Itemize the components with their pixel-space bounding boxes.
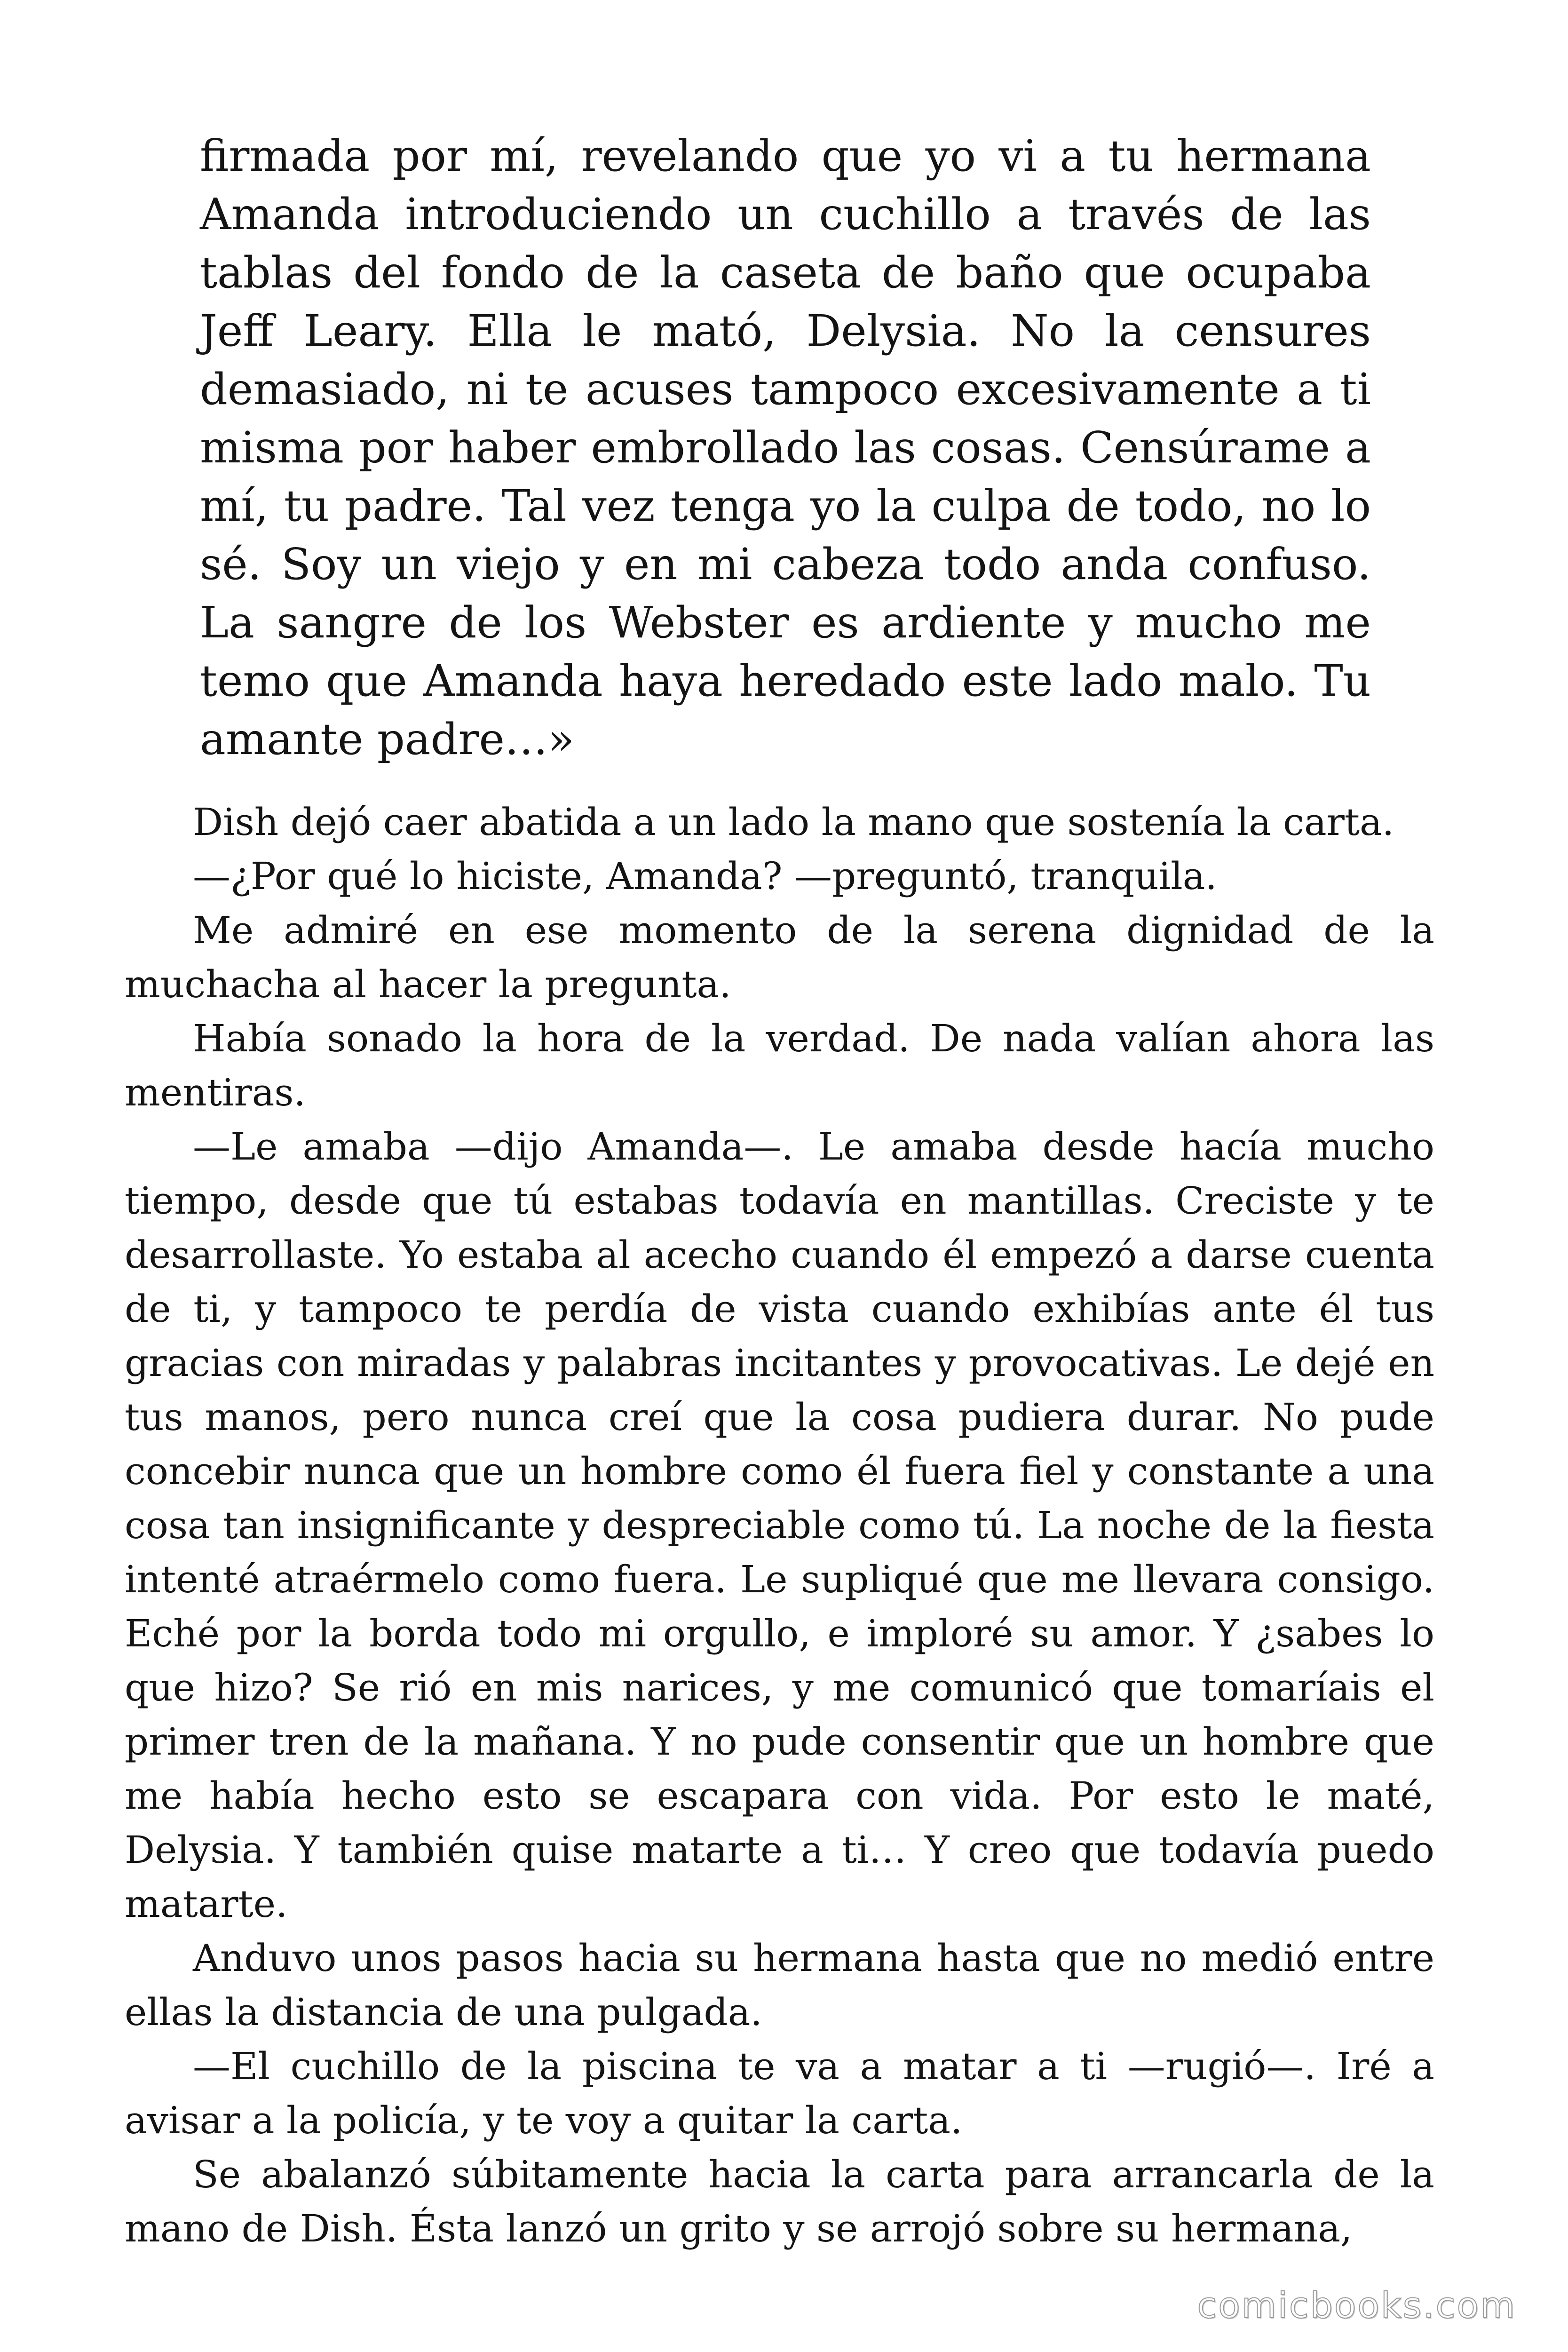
- paragraph: —¿Por qué lo hiciste, Amanda? —preguntó, tranquila.: [193, 854, 1217, 898]
- paragraph: —El cuchillo de la piscina te va a matar a ti —rugió—. Iré a avisar a la policía, y te voy a quitar la carta.: [125, 2044, 1434, 2142]
- paragraph: Me admiré en ese momento de la serena dignidad de la muchacha al hacer la pregunta.: [125, 908, 1434, 1006]
- paragraph: Había sonado la hora de la verdad. De nada valían ahora las mentiras.: [125, 1017, 1434, 1114]
- paragraph: Anduvo unos pasos hacia su hermana hasta que no medió entre ellas la distancia de una pulgada.: [125, 1936, 1434, 2034]
- paragraph: —Le amaba —dijo Amanda—. Le amaba desde hacía mucho tiempo, desde que tú estabas todavía en mantillas. Creciste y te desarrollaste. Yo estaba al acecho cuando él empezó a darse cuenta de ti, y tampoco te perdía de vista cuando exhibías ante él tus gracias con miradas y palabras incitantes y provocativas. Le dejé en tus manos, pero nunca creí que la cosa pudiera durar. No pude concebir nunca que un hombre como él fuera fiel y constante a una cosa tan insignificante y despreciable como tú. La noche de la fiesta intenté atraérmelo como fuera. Le supliqué que me llevara consigo. Eché por la borda todo mi orgullo, e imploré su amor. Y ¿sabes lo que hizo? Se rió en mis narices, y me comunicó que tomaríais el primer tren de la mañana. Y no pude consentir que un hombre que me había hecho esto se escapara con vida. Por esto le maté, Delysia. Y también quise matarte a ti… Y creo que todavía puedo matarte.: [125, 1125, 1434, 1926]
- narrative-body: [125, 795, 1434, 2256]
- watermark: comicbooks.com: [1197, 2284, 1516, 2326]
- paragraph: Se abalanzó súbitamente hacia la carta para arrancarla de la mano de Dish. Ésta lanzó un grito y se arrojó sobre su hermana,: [125, 2153, 1434, 2250]
- letter-quote: firmada por mí, revelando que yo vi a tu hermana Amanda introduciendo un cuchillo a través de las tablas del fondo de la caseta de baño que ocupaba Jeff Leary. Ella le mató, Delysia. No la censures demasiado, ni te acuses tampoco excesivamente a ti misma por haber embrollado las cosas. Censúrame a mí, tu padre. Tal vez tenga yo la culpa de todo, no lo sé. Soy un viejo y en mi cabeza todo anda confuso. La sangre de los Webster es ardiente y mucho me temo que Amanda haya heredado este lado malo. Tu amante padre…»: [200, 131, 1371, 764]
- paragraph: Dish dejó caer abatida a un lado la mano que sostenía la carta.: [193, 800, 1394, 844]
